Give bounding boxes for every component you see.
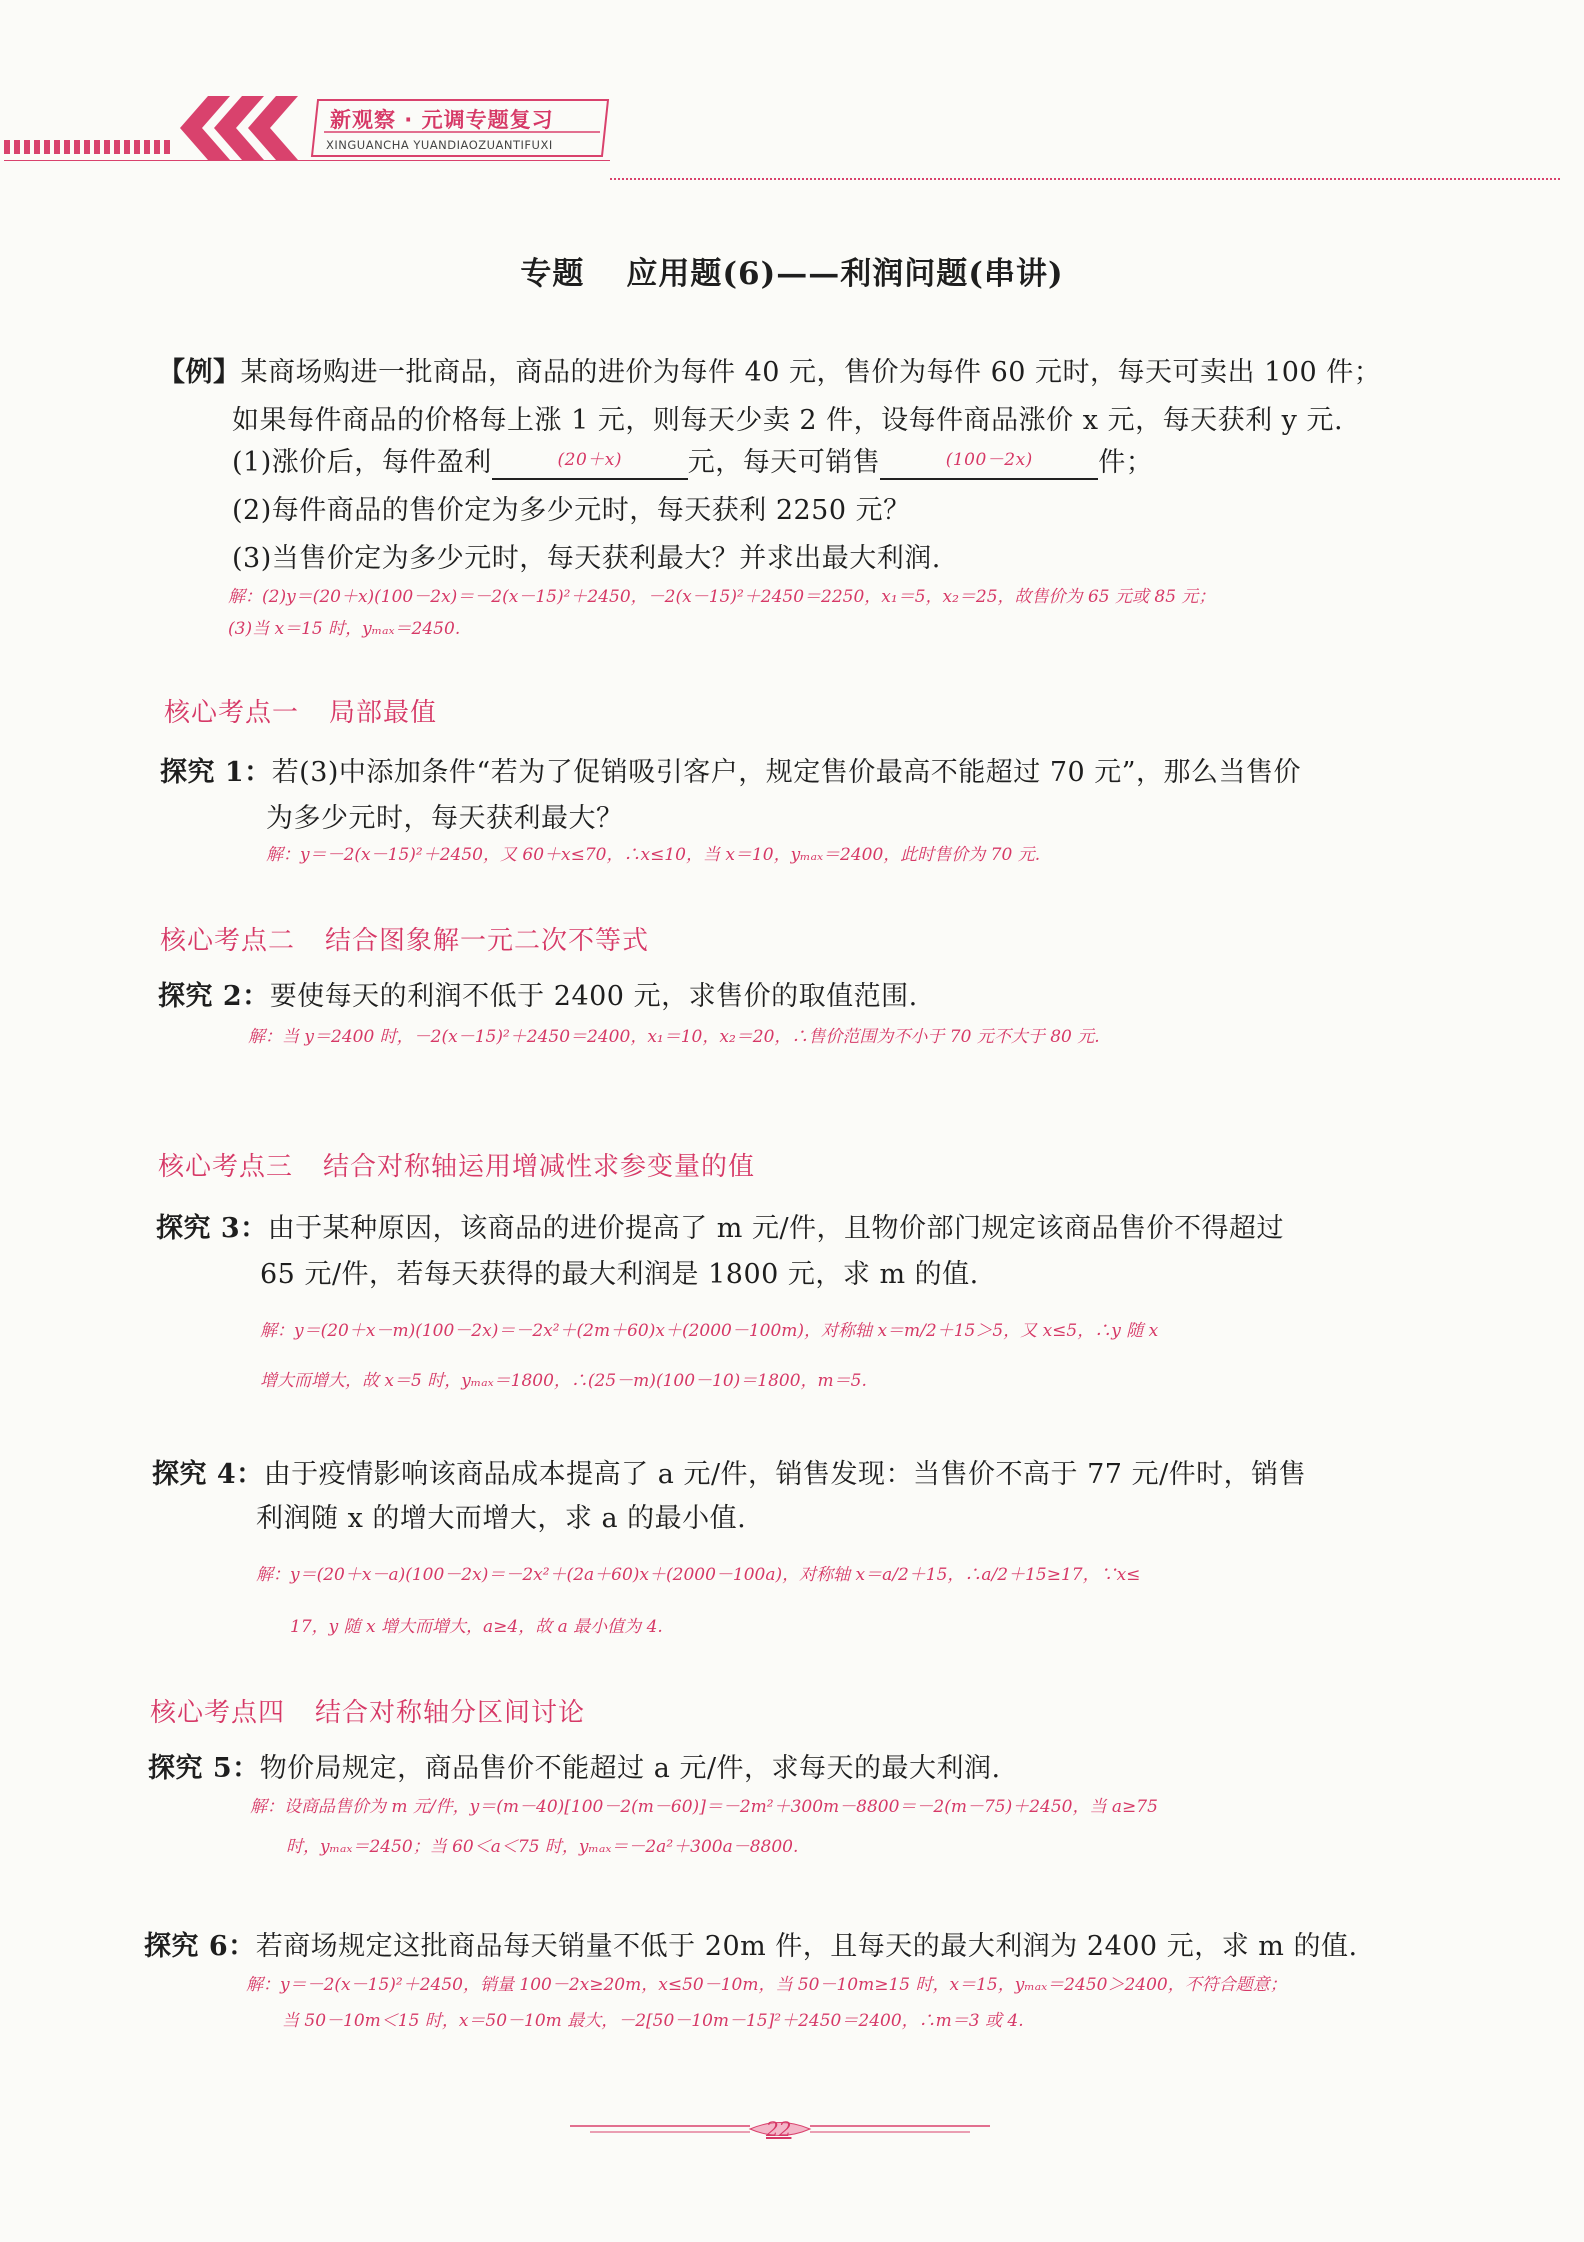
explore-4-solution-1: 解：y＝(20＋x－a)(100－2x)＝－2x²＋(2a＋60)x＋(2000－100a)，对称轴 x＝a/2＋15，∴a/2＋15≥17，∵x≤ xyxy=(256,1565,1141,1585)
section-2-subtitle: 结合图象解一元二次不等式 xyxy=(325,926,650,956)
explore-3-label: 探究 3： xyxy=(156,1213,268,1244)
q1-text-1: (1)涨价后，每件盈利 xyxy=(232,447,492,478)
explore-1-solution: 解：y＝－2(x－15)²＋2450，又 60＋x≤70，∴x≤10，当 x＝10，yₘₐₓ＝2400，此时售价为 70 元. xyxy=(266,845,1041,865)
explore-1-text-1: 若(3)中添加条件“若为了促销吸引客户，规定售价最高不能超过 70 元”，那么当售价 xyxy=(271,757,1302,788)
page-title xyxy=(0,248,1584,293)
explore-6-label: 探究 6： xyxy=(144,1931,256,1962)
example-text-1: 某商场购进一批商品，商品的进价为每件 40 元，售价为每件 60 元时，每天可卖出 100 件； xyxy=(240,357,1382,388)
q1-answer-blank-1 xyxy=(492,447,688,480)
explore-4-line-1 xyxy=(152,1452,1306,1491)
example-q3: (3)当售价定为多少元时，每天获利最大？并求出最大利润. xyxy=(232,543,941,574)
section-1-subtitle: 局部最值 xyxy=(329,698,438,728)
explore-6-text-1: 若商场规定这批商品每天销量不低于 20m 件，且每天的最大利润为 2400 元，求 m 的值. xyxy=(255,1931,1358,1962)
section-3-heading xyxy=(158,1146,755,1183)
title-main: 应用题(6)——利润问题(串讲) xyxy=(626,256,1064,292)
explore-5-solution-1: 解：设商品售价为 m 元/件，y＝(m－40)[100－2(m－60)]＝－2m²＋300m－8800＝－2(m－75)＋2450，当 a≥75 xyxy=(250,1797,1158,1817)
explore-2-label: 探究 2： xyxy=(158,981,270,1012)
explore-5-text-1: 物价局规定，商品售价不能超过 a 元/件，求每天的最大利润. xyxy=(259,1753,1001,1784)
header-dotted-rule xyxy=(610,178,1560,180)
section-1-heading xyxy=(164,692,437,729)
explore-1-line-1 xyxy=(160,750,1301,789)
section-2-heading xyxy=(160,920,649,957)
example-line-2: 如果每件商品的价格每上涨 1 元，则每天少卖 2 件，设每件商品涨价 x 元，每天获利 y 元. xyxy=(232,405,1344,436)
q1-text-2: 元，每天可销售 xyxy=(687,447,881,478)
header-stripes xyxy=(4,140,174,154)
example-solution-2: (3)当 x＝15 时，yₘₐₓ＝2450. xyxy=(228,619,461,639)
q1-answer-blank-2 xyxy=(880,447,1098,480)
explore-5-label: 探究 5： xyxy=(148,1753,260,1784)
explore-2-line-1 xyxy=(158,974,918,1013)
section-4-subtitle: 结合对称轴分区间讨论 xyxy=(315,1698,586,1728)
section-3-subtitle: 结合对称轴运用增减性求参变量的值 xyxy=(323,1152,756,1182)
title-prefix: 专题 xyxy=(520,256,585,292)
explore-3-text-1: 由于某种原因，该商品的进价提高了 m 元/件，且物价部门规定该商品售价不得超过 xyxy=(267,1213,1285,1244)
q1-answer-2: (100－2x) xyxy=(945,450,1033,470)
explore-6-solution-2: 当 50－10m＜15 时，x＝50－10m 最大，－2[50－10m－15]²＋2450＝2400，∴m＝3 或 4. xyxy=(282,2011,1024,2031)
example-q1 xyxy=(232,440,1153,480)
explore-3-solution-1: 解：y＝(20＋x－m)(100－2x)＝－2x²＋(2m＋60)x＋(2000－100m)，对称轴 x＝m/2＋15＞5，又 x≤5，∴y 随 x xyxy=(260,1321,1159,1341)
explore-6-solution-1: 解：y＝－2(x－15)²＋2450，销量 100－2x≥20m，x≤50－10m，当 50－10m≥15 时，x＝15，yₘₐₓ＝2450＞2400，不符合题意； xyxy=(246,1975,1287,1995)
explore-5-line-1 xyxy=(148,1746,1001,1785)
explore-5-solution-2: 时，yₘₐₓ＝2450；当 60＜a＜75 时，yₘₐₓ＝－2a²＋300a－8800. xyxy=(286,1837,799,1857)
explore-3-line-2: 65 元/件，若每天获得的最大利润是 1800 元，求 m 的值. xyxy=(260,1259,979,1290)
explore-6-line-1 xyxy=(144,1924,1358,1963)
explore-4-solution-2: 17，y 随 x 增大而增大，a≥4，故 a 最小值为 4. xyxy=(290,1617,663,1637)
section-3-title: 核心考点三 xyxy=(158,1152,294,1182)
example-label: 【例】 xyxy=(158,357,241,388)
header-series-title: 新观察 · 元调专题复习 xyxy=(330,108,554,132)
example-q2: (2)每件商品的售价定为多少元时，每天获利 2250 元？ xyxy=(232,495,911,526)
example-solution-1: 解：(2)y＝(20＋x)(100－2x)＝－2(x－15)²＋2450，－2(x－15)²＋2450＝2250，x₁＝5，x₂＝25，故售价为 65 元或 85 元； xyxy=(228,587,1216,607)
section-4-heading xyxy=(150,1692,585,1729)
header-chevron-icon xyxy=(178,96,308,160)
explore-4-text-1: 由于疫情影响该商品成本提高了 a 元/件，销售发现：当售价不高于 77 元/件时，销售 xyxy=(263,1459,1307,1490)
explore-2-text-1: 要使每天的利润不低于 2400 元，求售价的取值范围. xyxy=(269,981,918,1012)
explore-1-line-2: 为多少元时，每天获利最大？ xyxy=(266,803,624,834)
q1-text-3: 件； xyxy=(1098,447,1154,478)
explore-4-label: 探究 4： xyxy=(152,1459,264,1490)
explore-1-label: 探究 1： xyxy=(160,757,272,788)
explore-2-solution: 解：当 y＝2400 时，－2(x－15)²＋2450＝2400，x₁＝10，x₂＝20，∴售价范围为不小于 70 元不大于 80 元. xyxy=(248,1027,1100,1047)
header-rule xyxy=(4,160,610,161)
example-line-1 xyxy=(158,350,1381,389)
section-2-title: 核心考点二 xyxy=(160,926,296,956)
explore-4-line-2: 利润随 x 的增大而增大，求 a 的最小值. xyxy=(256,1503,747,1534)
explore-3-solution-2: 增大而增大，故 x＝5 时，yₘₐₓ＝1800，∴(25－m)(100－10)＝1800，m＝5. xyxy=(260,1371,867,1391)
section-1-title: 核心考点一 xyxy=(164,698,300,728)
explore-3-line-1 xyxy=(156,1206,1284,1245)
page-number: 22 xyxy=(766,2117,792,2141)
section-4-title: 核心考点四 xyxy=(150,1698,286,1728)
q1-answer-1: (20＋x) xyxy=(557,450,622,470)
header-series-pinyin: XINGUANCHA YUANDIAOZUANTIFUXI xyxy=(326,138,553,152)
